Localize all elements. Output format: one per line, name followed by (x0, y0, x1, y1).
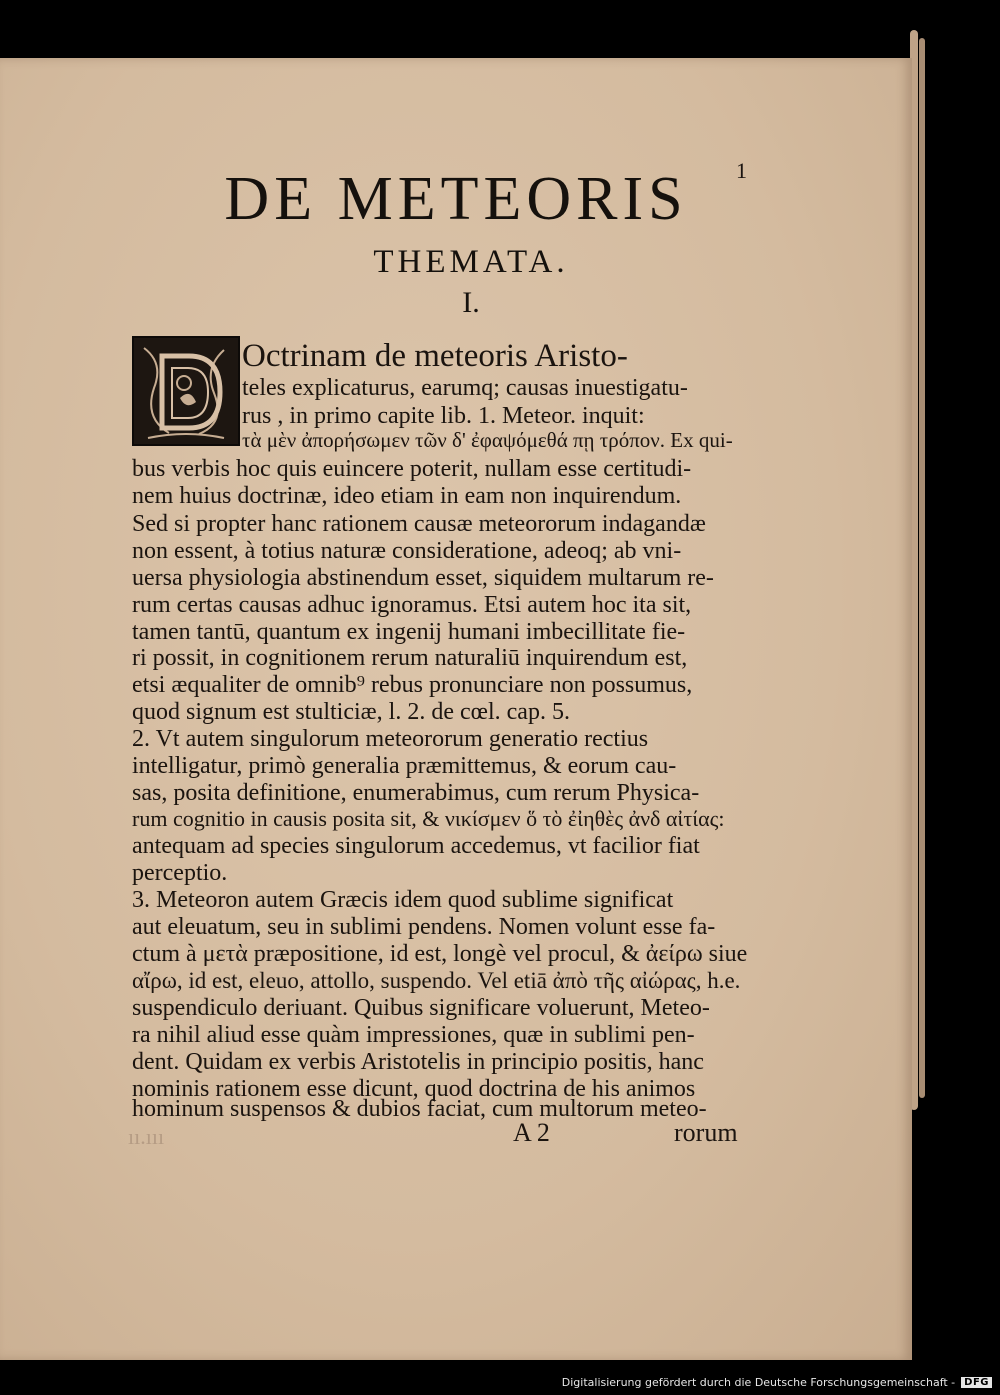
text-line: etsi æqualiter de omnib⁹ rebus pronunciare non possumus, (132, 672, 693, 698)
text-line: ra nihil aliud esse quàm impressiones, quæ in sublimi pen- (132, 1022, 695, 1048)
folio-number: 1 (736, 158, 747, 183)
section-number: I. (462, 286, 480, 319)
footer-credit (562, 1376, 992, 1389)
text-line: rum cognitio in causis posita sit, & νικίσμεν ὅ τὸ ἐἰηθὲς ἀνδ αἰτίας: (132, 806, 725, 831)
text-line: rum certas causas adhuc ignoramus. Etsi autem hoc ita sit, (132, 592, 692, 618)
text-line: nominis rationem esse dicunt, quod doctrina de his animos (132, 1076, 696, 1102)
text-line: hominum suspensos & dubios faciat, cum multorum meteo- (132, 1096, 707, 1122)
text-line: teles explicaturus, earumq; causas inuestigatu- (242, 375, 688, 401)
text-line: 2. Vt autem singulorum meteororum generatio rectius (132, 726, 649, 752)
text-line: Sed si propter hanc rationem causæ meteororum indagandæ (132, 511, 706, 537)
text-line: antequam ad species singulorum accedemus, vt facilior fiat (132, 833, 700, 859)
text-line: αἴρω, id est, eleuo, attollo, suspendo. Vel etiā ἀπὸ τῆς αἰώρας, h.e. (132, 968, 741, 993)
text-line: uersa physiologia abstinendum esset, siquidem multarum re- (132, 565, 714, 591)
text-line: suspendiculo deriuant. Quibus significare voluerunt, Meteo- (132, 995, 710, 1021)
ornamental-dropcap (132, 336, 240, 446)
text-line: quod signum est stulticiæ, l. 2. de cœl. cap. 5. (132, 699, 570, 725)
text-line: non essent, à totius naturæ consideratione, adeoq; ab vni- (132, 538, 682, 564)
text-line: 3. Meteoron autem Græcis idem quod sublime significat (132, 887, 674, 913)
text-line: perceptio. (132, 860, 228, 886)
page-subtitle: THEMATA. (373, 244, 569, 280)
page-title: DE METEORIS (224, 165, 688, 233)
dropcap-ornament-icon (134, 338, 238, 444)
signature-mark: A 2 (513, 1118, 550, 1147)
text-line: aut eleuatum, seu in sublimi pendens. Nomen volunt esse fa- (132, 914, 716, 940)
text-line: τὰ μὲν ἀπορήσωμεν τῶν δ' ἐφαψόμεθά πῃ τρόπον. Ex qui- (242, 428, 733, 452)
text-line: sas, posita definitione, enumerabimus, cum rerum Physica- (132, 780, 700, 806)
text-line: tamen tantū, quantum ex ingenij humani imbecillitate fie- (132, 619, 686, 645)
text-line: Octrinam de meteoris Aristo- (242, 338, 628, 374)
text-line: ctum à μετὰ præpositione, id est, longè vel procul, & ἀείρω siue (132, 941, 748, 967)
text-line: rus , in primo capite lib. 1. Meteor. inquit: (242, 403, 645, 429)
catchword: rorum (674, 1118, 738, 1147)
page-stack-edge-inner (919, 38, 925, 1098)
bleed-through-text: ıı.ııı (128, 1124, 165, 1149)
text-line: nem huius doctrinæ, ideo etiam in eam non inquirendum. (132, 483, 682, 509)
dfg-logo-icon: DFG (961, 1377, 992, 1388)
text-line: ri possit, in cognitionem rerum naturaliū inquirendum est, (132, 645, 688, 671)
footer-credit-text: Digitalisierung gefördert durch die Deutsche Forschungsgemeinschaft - (561, 1376, 956, 1389)
text-line: intelligatur, primò generalia præmittemus, & eorum cau- (132, 753, 677, 779)
text-line: dent. Quidam ex verbis Aristotelis in principio positis, hanc (132, 1049, 704, 1075)
text-line: bus verbis hoc quis euincere poterit, nullam esse certitudi- (132, 456, 692, 482)
